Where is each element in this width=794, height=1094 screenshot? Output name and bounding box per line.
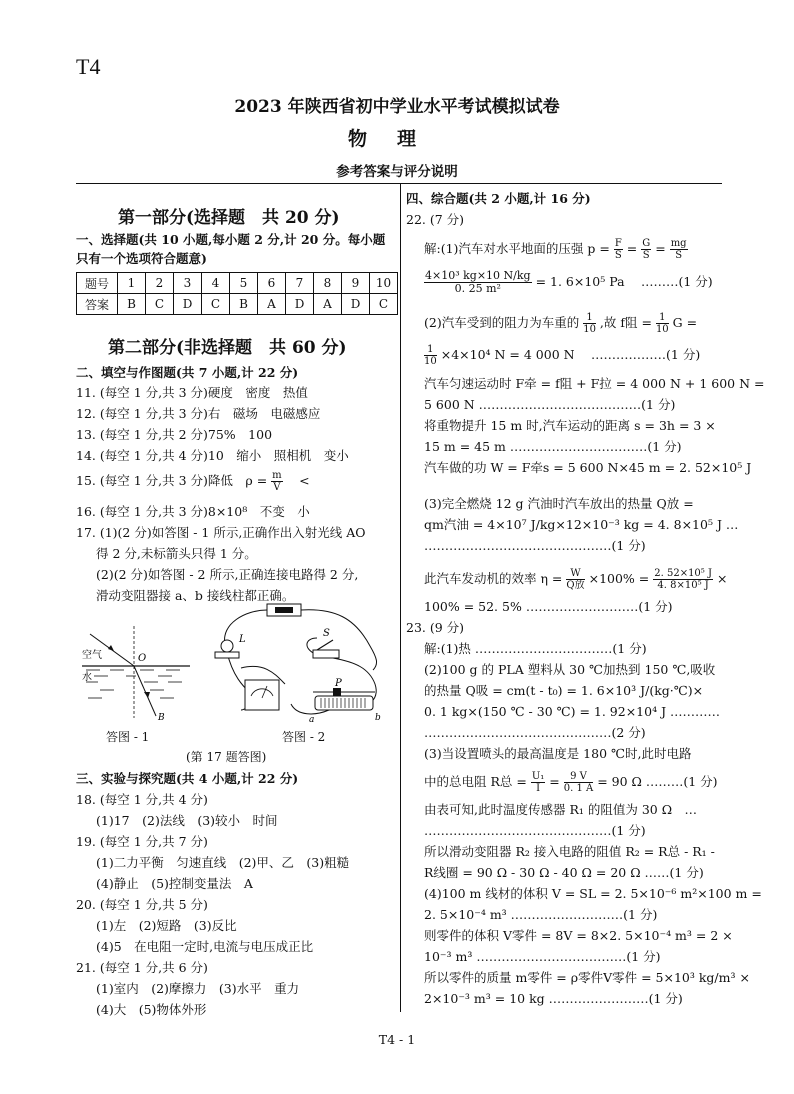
formula-fraction — [424, 270, 532, 295]
lamp-base-icon — [215, 652, 239, 658]
lamp-label: L — [239, 634, 246, 645]
battery-cell-icon — [275, 607, 293, 613]
figure2-caption: 答图 - 2 — [282, 730, 326, 744]
answer-line: 得 2 分,未标箭头只得 1 分。 — [96, 546, 257, 561]
fraction-numerator: 1 — [583, 312, 596, 324]
formula-fraction — [653, 568, 713, 591]
solution-line: 所以零件的质量 m零件 = ρ零件V零件 = 5×10³ kg/m³ × — [424, 970, 750, 985]
answer-line: 19. (每空 1 分,共 7 分) — [76, 834, 208, 849]
solution-line — [424, 771, 718, 794]
slider-label: P — [335, 678, 342, 689]
fraction-numerator: U₁ — [531, 771, 545, 782]
table-cell: C — [202, 294, 230, 315]
fraction-numerator: F — [614, 238, 622, 249]
fraction-denominator: 10 — [655, 324, 669, 335]
column-divider — [400, 184, 401, 1012]
solution-text: 中的总电阻 R总 = — [424, 774, 527, 789]
table-cell: A — [314, 294, 342, 315]
question-heading: 23. (9 分) — [406, 620, 465, 635]
table-row — [77, 273, 398, 294]
solution-text: G = — [672, 315, 698, 330]
solution-text: = — [626, 241, 638, 256]
document-subject: 物理 — [347, 128, 446, 150]
fraction-numerator: m — [272, 470, 282, 481]
section1-heading: 一、选择题(共 10 小题,每小题 2 分,计 20 分。每小题 — [76, 232, 386, 247]
answer-table — [76, 272, 398, 315]
solution-line: 汽车做的功 W = F牵s = 5 600 N×45 m = 2. 52×10⁵ J — [424, 460, 752, 475]
table-cell: C — [146, 294, 174, 315]
solution-text: ×4×10⁴ N = 4 000 N ………………(1 分) — [440, 347, 701, 362]
solution-line: 解:(1)热 ……………………………(1 分) — [424, 641, 647, 656]
fraction-numerator: mg — [670, 238, 687, 249]
solution-line: 2×10⁻³ m³ = 10 kg ……………………(1 分) — [424, 991, 683, 1006]
document-code: T4 — [76, 54, 101, 79]
refraction-diagram — [80, 620, 192, 725]
answer-line: (4)大 (5)物体外形 — [96, 1002, 207, 1017]
refracted-ray — [134, 666, 156, 716]
fraction-denominator: 10 — [424, 356, 437, 367]
solution-line: qm汽油 = 4×10⁷ J/kg×12×10⁻³ kg = 4. 8×10⁵ J … — [424, 517, 739, 532]
fraction-denominator: S — [642, 250, 650, 261]
incident-ray-arrow — [108, 645, 114, 651]
fraction-numerator: G — [642, 238, 651, 249]
answer-line: (1)17 (2)法线 (3)较小 时间 — [96, 813, 278, 828]
terminal-b-label: b — [375, 713, 381, 723]
table-cell: D — [342, 294, 370, 315]
solution-line — [424, 344, 700, 367]
fraction-denominator: 4. 8×10⁵ J — [657, 580, 709, 591]
rheostat-icon — [315, 696, 373, 710]
formula-fraction — [424, 344, 437, 367]
table-header-cell: 答案 — [77, 294, 118, 315]
table-cell: D — [286, 294, 314, 315]
solution-text: ,故 f阻 = — [599, 315, 652, 330]
fraction-numerator: 4×10³ kg×10 N/kg — [425, 269, 531, 282]
solution-line: (3)当设置喷头的最高温度是 180 ℃时,此时电路 — [424, 746, 692, 761]
solution-text: ×100% = — [588, 571, 650, 586]
table-cell: 7 — [286, 273, 314, 294]
fraction-denominator: Q放 — [566, 580, 585, 591]
solution-line — [424, 568, 727, 591]
solution-line: 5 600 N …………………………………(1 分) — [424, 397, 676, 412]
fraction-numerator: 9 V — [564, 771, 593, 783]
solution-line: R线圈 = 90 Ω - 30 Ω - 40 Ω = 20 Ω ……(1 分) — [424, 865, 704, 880]
solution-line: 2. 5×10⁻⁴ m³ ………………………(1 分) — [424, 907, 658, 922]
figure1-caption: 答图 - 1 — [106, 730, 150, 744]
top-rule — [76, 183, 722, 184]
refracted-ray-arrow — [144, 692, 150, 698]
answer-line: (1)左 (2)短路 (3)反比 — [96, 918, 237, 933]
answer-line: (1)二力平衡 匀速直线 (2)甲、乙 (3)粗糙 — [96, 855, 350, 870]
solution-line: 则零件的体积 V零件 = 8V = 8×2. 5×10⁻⁴ m³ = 2 × — [424, 928, 733, 943]
fraction-denominator: S — [614, 250, 622, 261]
solution-line: 10⁻³ m³ ………………………………(1 分) — [424, 949, 661, 964]
answer-line: (2)(2 分)如答图 - 2 所示,正确连接电路得 2 分, — [96, 567, 359, 582]
table-cell: 4 — [202, 273, 230, 294]
document-caption: 参考答案与评分说明 — [336, 164, 458, 180]
solution-line: 0. 1 kg×(150 ℃ - 30 ℃) = 1. 92×10⁴ J ………… — [424, 704, 721, 719]
answer-line: 21. (每空 1 分,共 6 分) — [76, 960, 208, 975]
table-cell: B — [230, 294, 258, 315]
answer-text: < — [286, 473, 310, 488]
solution-line: 的热量 Q吸 = cm(t - t₀) = 1. 6×10³ J/(kg·℃)× — [424, 683, 704, 698]
solution-line: 将重物提升 15 m 时,汽车运动的距离 s = 3h = 3 × — [424, 418, 716, 433]
table-cell: D — [174, 294, 202, 315]
solution-text: 此汽车发动机的效率 η = — [424, 571, 563, 586]
terminal-a-label: a — [309, 715, 315, 725]
solution-text: = 1. 6×10⁵ Pa ………(1 分) — [535, 274, 713, 289]
solution-line: 所以滑动变阻器 R₂ 接入电路的阻值 R₂ = R总 - R₁ - — [424, 844, 715, 859]
switch-blade-icon — [317, 640, 333, 650]
solution-line: ………………………………………(1 分) — [424, 823, 646, 838]
solution-line: (4)100 m 线材的体积 V = SL = 2. 5×10⁻⁶ m²×100 m = — [424, 886, 762, 901]
answer-line: (4)5 在电阻一定时,电流与电压成正比 — [96, 939, 314, 954]
switch-label: S — [323, 628, 330, 639]
answer-line: 16. (每空 1 分,共 3 分)8×10⁸ 不变 小 — [76, 504, 310, 519]
fraction-denominator: 0. 1 A — [563, 783, 594, 794]
part1-heading: 第一部分(选择题 共 20 分) — [118, 208, 340, 228]
fraction-denominator: S — [675, 250, 683, 261]
fraction-denominator: V — [273, 482, 281, 493]
formula-fraction — [641, 238, 651, 261]
section1-heading-cont: 只有一个选项符合题意) — [76, 251, 207, 266]
rheostat-slider-icon — [333, 688, 341, 696]
answer-line: 20. (每空 1 分,共 5 分) — [76, 897, 208, 912]
table-cell: 3 — [174, 273, 202, 294]
fraction-numerator: 1 — [424, 344, 437, 356]
answer-line: 14. (每空 1 分,共 4 分)10 缩小 照相机 变小 — [76, 448, 349, 463]
answer-text: 15. (每空 1 分,共 3 分)降低 ρ = — [76, 473, 268, 488]
solution-line: ………………………………………(2 分) — [424, 725, 646, 740]
solution-line — [424, 312, 697, 335]
table-cell: 1 — [118, 273, 146, 294]
density-fraction — [271, 470, 282, 493]
fraction-numerator: 2. 52×10⁵ J — [654, 568, 712, 579]
table-cell: 6 — [258, 273, 286, 294]
solution-text: × — [716, 571, 728, 586]
table-cell: A — [258, 294, 286, 315]
solution-line: ………………………………………(1 分) — [424, 538, 646, 553]
table-cell: 9 — [342, 273, 370, 294]
solution-line: 汽车匀速运动时 F牵 = f阻 + F拉 = 4 000 N + 1 600 N = — [424, 376, 765, 391]
solution-line — [424, 238, 688, 261]
table-header-cell: 题号 — [77, 273, 118, 294]
ammeter-icon — [245, 680, 279, 710]
solution-line: 由表可知,此时温度传感器 R₁ 的阻值为 30 Ω … — [424, 802, 698, 817]
formula-fraction — [566, 568, 584, 591]
table-cell: 8 — [314, 273, 342, 294]
fraction-denominator: 0. 25 m² — [454, 282, 501, 295]
solution-line: 100% = 52. 5% ………………………(1 分) — [424, 599, 673, 614]
solution-text: = 90 Ω ………(1 分) — [597, 774, 718, 789]
formula-fraction — [564, 771, 593, 794]
question-heading: 22. (7 分) — [406, 212, 465, 227]
table-row — [77, 294, 398, 315]
solution-line: 15 m = 45 m ……………………………(1 分) — [424, 439, 682, 454]
fraction-denominator: 10 — [583, 324, 596, 335]
air-label: 空气 — [82, 650, 102, 661]
point-o-label: O — [138, 653, 147, 664]
solution-line: (2)100 g 的 PLA 塑料从 30 ℃加热到 150 ℃,吸收 — [424, 662, 716, 677]
fraction-numerator: W — [566, 568, 584, 580]
formula-fraction — [531, 771, 545, 794]
answer-line: 17. (1)(2 分)如答图 - 1 所示,正确作出入射光线 AO — [76, 525, 366, 540]
fraction-numerator: 1 — [656, 312, 669, 324]
document-title: 2023 年陕西省初中学业水平考试模拟试卷 — [234, 97, 560, 117]
solution-text: (2)汽车受到的阻力为车重的 — [424, 315, 580, 330]
answer-line: 18. (每空 1 分,共 4 分) — [76, 792, 208, 807]
page-number: T4 - 1 — [378, 1032, 416, 1047]
answer-line — [76, 470, 310, 493]
table-cell: 2 — [146, 273, 174, 294]
solution-text: 解:(1)汽车对水平地面的压强 p = — [424, 241, 610, 256]
answer-line: (1)室内 (2)摩擦力 (3)水平 重力 — [96, 981, 300, 996]
solution-text: = — [549, 774, 560, 789]
fraction-denominator: I — [536, 783, 541, 794]
part2-heading: 第二部分(非选择题 共 60 分) — [108, 338, 347, 358]
water-label: 水 — [82, 672, 92, 683]
circuit-diagram — [205, 598, 395, 730]
answer-line: 滑动变阻器接 a、b 接线柱都正确。 — [96, 588, 295, 603]
solution-text: = — [655, 241, 666, 256]
formula-fraction — [656, 312, 669, 335]
switch-base-icon — [313, 650, 339, 658]
section3-heading: 三、实验与探究题(共 4 小题,计 22 分) — [76, 771, 299, 786]
answer-line: (4)静止 (5)控制变量法 A — [96, 876, 253, 891]
formula-fraction — [614, 238, 623, 261]
lamp-icon — [221, 640, 233, 652]
answer-line: 12. (每空 1 分,共 3 分)右 磁场 电磁感应 — [76, 406, 321, 421]
answer-line: 11. (每空 1 分,共 3 分)硬度 密度 热值 — [76, 385, 308, 400]
table-cell: 10 — [370, 273, 398, 294]
answer-line: 13. (每空 1 分,共 2 分)75% 100 — [76, 427, 273, 442]
section2-heading: 二、填空与作图题(共 7 小题,计 22 分) — [76, 365, 299, 380]
figure-group-caption: (第 17 题答图) — [186, 750, 267, 764]
table-cell: B — [118, 294, 146, 315]
point-b-label: B — [158, 713, 165, 723]
table-cell: C — [370, 294, 398, 315]
formula-fraction — [583, 312, 596, 335]
section4-heading: 四、综合题(共 2 小题,计 16 分) — [406, 191, 591, 206]
table-cell: 5 — [230, 273, 258, 294]
formula-fraction — [670, 238, 688, 261]
solution-line: (3)完全燃烧 12 g 汽油时汽车放出的热量 Q放 = — [424, 496, 694, 511]
solution-line — [424, 270, 713, 295]
